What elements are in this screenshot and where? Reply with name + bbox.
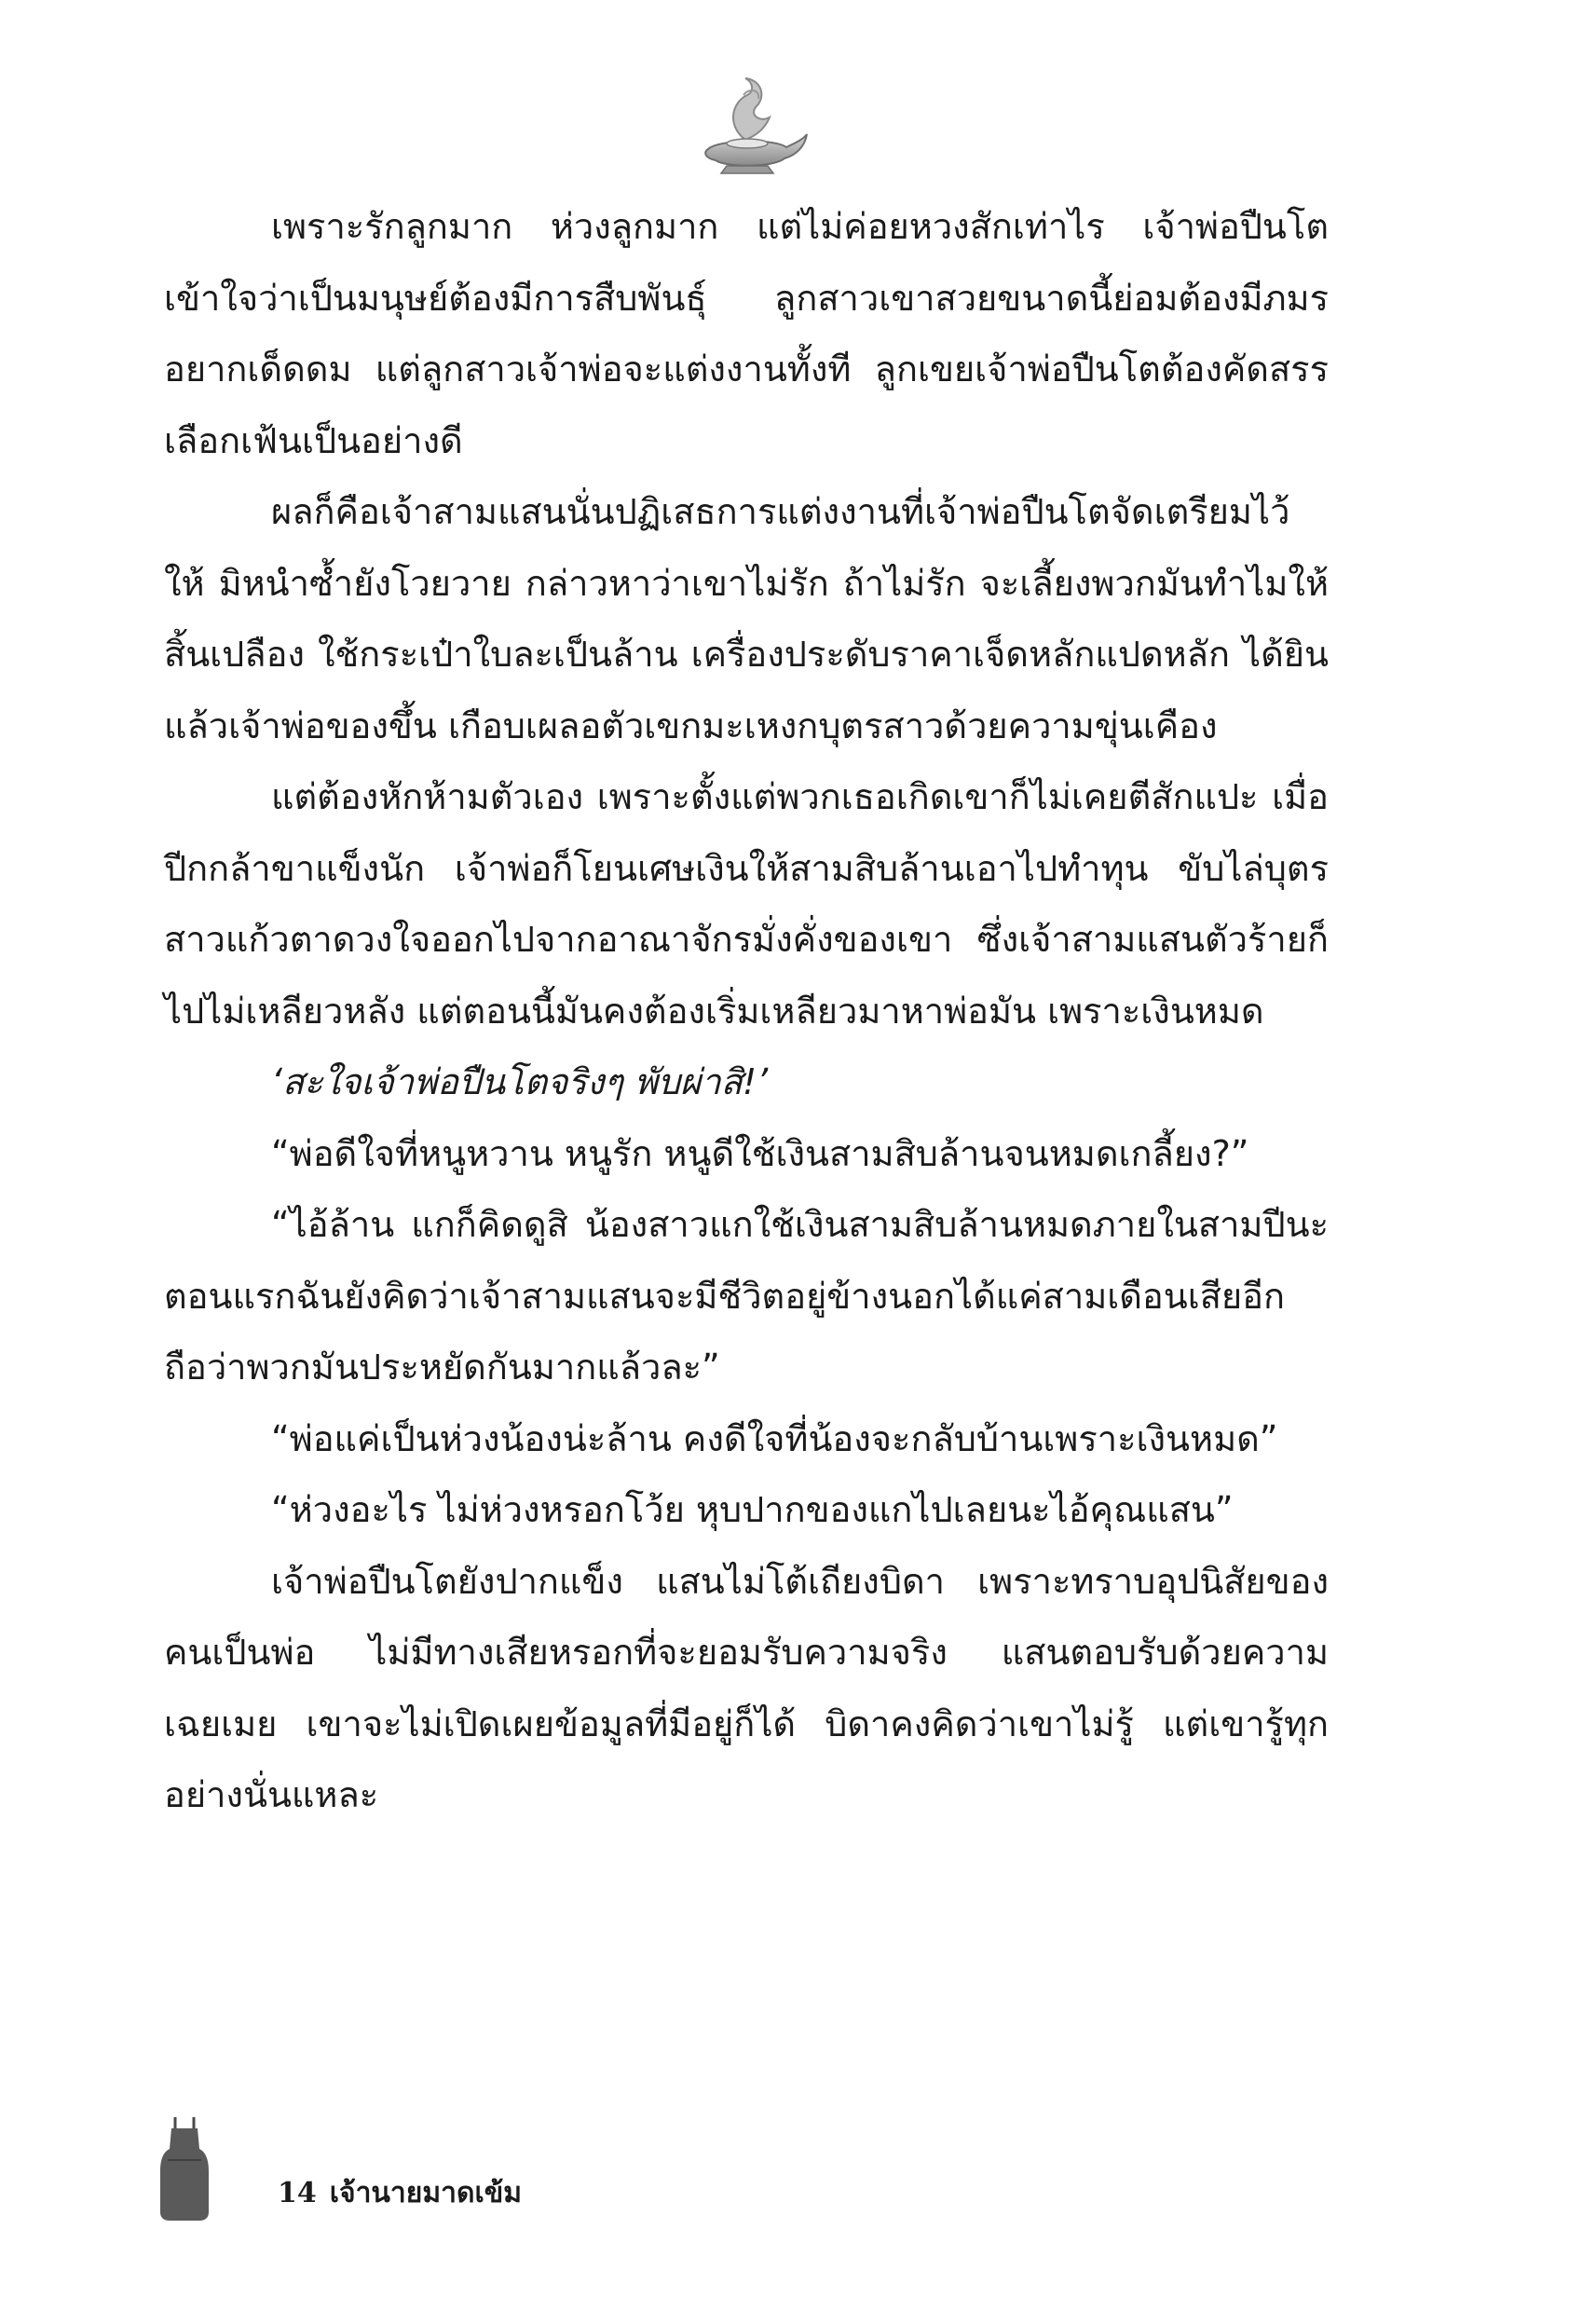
book-title: เจ้านายมาดเข้ม (329, 2177, 522, 2209)
paragraph: แต่ต้องหักห้ามตัวเอง เพราะตั้งแต่พวกเธอเกิดเขาก็ไม่เคยตีสักแปะ เมื่อปีกกล้าขาแข็งนัก เจ้าพ่อก็โยนเศษเงินให้สามสิบล้านเอาไปทำทุน ขับไล่บุตรสาวแก้วตาดวงใจออกไปจากอาณาจักรมั่งคั่งของเขา ซึ่งเจ้าสามแสนตัวร้ายก็ไปไม่เหลียวหลัง แต่ตอนนี้มันคงต้องเริ่มเหลียวมาหาพ่อมัน เพราะเงินหมด (164, 776, 1329, 1032)
genie-lamp-icon (689, 75, 811, 177)
body-text (164, 191, 1329, 1831)
page-footer-label (278, 2171, 535, 2215)
page-number: 14 (278, 2177, 317, 2209)
paragraph-dialogue: “ห่วงอะไร ไม่ห่วงหรอกโว้ย หุบปากของแกไปเลยนะไอ้คุณแสน” (271, 1489, 1234, 1530)
paragraph-dialogue: “ไอ้ล้าน แกก็คิดดูสิ น้องสาวแกใช้เงินสามสิบล้านหมดภายในสามปีนะ ตอนแรกฉันยังคิดว่าเจ้าสามแสนจะมีชีวิตอยู่ข้างนอกได้แค่สามเดือนเสียอีก ถือว่าพวกมันประหยัดกันมากแล้วละ” (164, 1204, 1329, 1388)
paragraph-dialogue: “พ่อดีใจที่หนูหวาน หนูรัก หนูดีใช้เงินสามสิบล้านจนหมดเกลี้ยง?” (271, 1132, 1249, 1174)
page-footer (158, 2115, 904, 2227)
paragraph: เจ้าพ่อปืนโตยังปากแข็ง แสนไม่โต้เถียงบิดา เพราะทราบอุปนิสัยของคนเป็นพ่อ ไม่มีทางเสียหรอกที่จะยอมรับความจริง แสนตอบรับด้วยความเฉยเมย เขาจะไม่เปิดเผยข้อมูลที่มีอยู่ก็ได้ บิดาคงคิดว่าเขาไม่รู้ แต่เขารู้ทุกอย่างนั่นแหละ (164, 1560, 1329, 1815)
paragraph-thought: ‘สะใจเจ้าพ่อปืนโตจริงๆ พับผ่าสิ!’ (271, 1061, 769, 1102)
paragraph: เพราะรักลูกมาก ห่วงลูกมาก แต่ไม่ค่อยหวงสักเท่าไร เจ้าพ่อปืนโตเข้าใจว่าเป็นมนุษย์ต้องมีการสืบพันธุ์ ลูกสาวเขาสวยขนาดนี้ย่อมต้องมีภมรอยากเด็ดดม แต่ลูกสาวเจ้าพ่อจะแต่งงานทั้งที ลูกเขยเจ้าพ่อปืนโตต้องคัดสรรเลือกเฟ้นเป็นอย่างดี (164, 206, 1329, 461)
paragraph-dialogue: “พ่อแค่เป็นห่วงน้องน่ะล้าน คงดีใจที่น้องจะกลับบ้านเพราะเงินหมด” (271, 1417, 1278, 1459)
paragraph: ผลก็คือเจ้าสามแสนนั่นปฏิเสธการแต่งงานที่เจ้าพ่อปืนโตจัดเตรียมไว้ให้ มิหนำซ้ำยังโวยวาย กล่าวหาว่าเขาไม่รัก ถ้าไม่รัก จะเลี้ยงพวกมันทำไมให้สิ้นเปลือง ใช้กระเป๋าใบละเป็นล้าน เครื่องประดับราคาเจ็ดหลักแปดหลัก ได้ยินแล้วเจ้าพ่อของขึ้น เกือบเผลอตัวเขกมะเหงกบุตรสาวด้วยความขุ่นเคือง (164, 491, 1329, 746)
apron-icon (158, 2115, 211, 2222)
